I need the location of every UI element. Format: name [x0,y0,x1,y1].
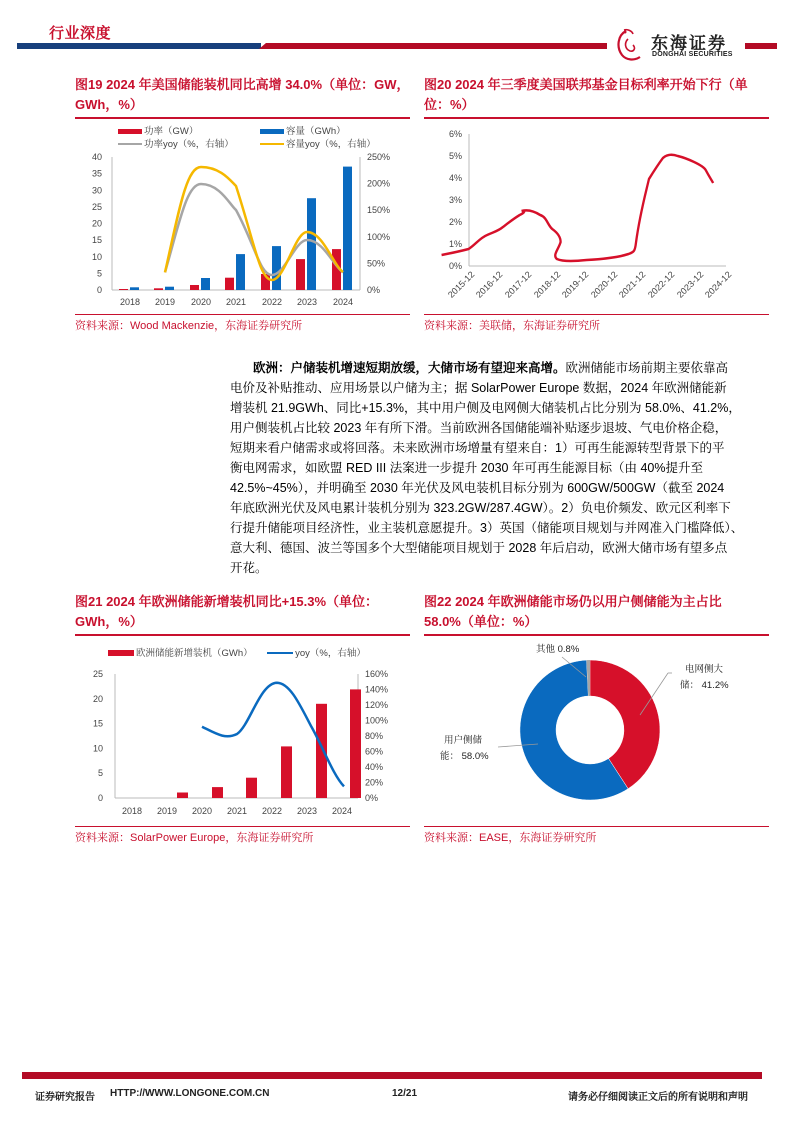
svg-text:30: 30 [91,185,102,196]
paragraph-line: 意大利、德国、波兰等国多个大型储能项目规划于 2028 年后启动，欧洲大储市场有望多点 [230,541,728,555]
legend-item-capacity: 容量（GWh） [260,123,346,137]
page-number: 12/21 [392,1088,418,1099]
fig22-source-rule [424,826,769,827]
logo-chinese: 东海证券 [651,34,727,53]
header-bar-red-right [745,43,777,49]
fig21-source: 资料来源：SolarPower Europe，东海证券研究所 [75,832,314,844]
dragon-logo-icon [612,27,648,63]
svg-text:2019: 2019 [154,297,176,307]
footer-disclaimer: 请务必仔细阅读正文后的所有说明和声明 [568,1092,748,1103]
svg-text:200%: 200% [367,178,391,189]
legend-swatch-gray [118,143,142,145]
paragraph-line: 42.5%~45%），并明确至 2030 年光伏及风电装机目标分别为 600GW/500GW（截至 2024 [230,481,725,495]
svg-text:1%: 1% [448,239,462,249]
paragraph-line: 电价及补贴推动、应用场景以户储为主；据 SolarPower Europe 数据，2024 年欧洲储能新 [230,381,727,395]
svg-text:25: 25 [91,201,102,212]
legend-swatch-blue [260,129,284,134]
fig20-title-line1: 图20 2024 年三季度美国联邦基金目标利率开始下行（单 [424,77,748,92]
paragraph-line: 增装机 21.9GWh、同比+15.3%，其中用户侧及电网侧大储装机占比分别为 58.0%、41.2%， [230,401,741,415]
label-user-line2: 能： 58.0% [440,751,489,762]
svg-text:2024: 2024 [331,806,353,816]
svg-text:160%: 160% [365,669,389,679]
svg-text:2017-12: 2017-12 [502,269,534,300]
body-paragraph [75,358,787,578]
fig21-bars [177,689,361,798]
svg-text:250%: 250% [367,152,391,162]
svg-text:5: 5 [96,268,102,279]
fig22-source: 资料来源：EASE，东海证券研究所 [424,832,597,844]
svg-text:10: 10 [91,251,102,262]
svg-text:2021: 2021 [225,297,247,307]
fig21-title-line1: 图21 2024 年欧洲储能新增装机同比+15.3%（单位： [75,594,379,609]
svg-text:20: 20 [91,218,102,229]
svg-text:120%: 120% [365,700,389,710]
fig21-title-rule [75,634,410,636]
fig20-chart [420,125,765,310]
label-other: 其他 0.8% [536,644,580,655]
svg-text:2%: 2% [448,217,462,227]
svg-text:2021-12: 2021-12 [616,269,648,300]
svg-text:0: 0 [96,285,102,295]
label-user-line1: 用户侧储 [444,735,483,746]
svg-text:2018: 2018 [119,297,141,307]
svg-text:0%: 0% [365,793,379,803]
svg-text:20: 20 [92,693,103,704]
svg-text:2016-12: 2016-12 [473,269,505,300]
legend-swatch-blue [267,652,293,654]
section-label: 行业深度 [49,25,112,42]
svg-text:5: 5 [97,768,103,779]
legend-item-power-yoy: 功率yoy（%，右轴） [118,136,234,150]
svg-text:2018-12: 2018-12 [531,269,563,300]
fig21-legend [108,643,408,661]
svg-text:25: 25 [92,669,103,679]
paragraph-line: 用户侧装机占比较 2023 年有所下滑。当前欧洲各国储能端补贴逐步退坡、气电价格企稳， [230,421,728,435]
fig19-title-rule [75,117,410,119]
fig21-title-line2: GWh，%） [75,614,143,629]
svg-text:40: 40 [91,152,102,162]
svg-text:150%: 150% [367,205,391,216]
svg-text:2023: 2023 [296,297,318,307]
fig22-caption [424,592,769,632]
svg-text:2022: 2022 [261,806,283,816]
label-grid-line2: 储： 41.2% [680,680,729,691]
svg-text:15: 15 [91,235,102,246]
fig19-chart [75,150,410,310]
svg-text:2022: 2022 [261,297,283,307]
paragraph-line: 开花。 [230,561,268,575]
svg-text:2019-12: 2019-12 [559,269,591,300]
svg-text:2018: 2018 [121,806,143,816]
fig20-title-rule [424,117,769,119]
svg-text:80%: 80% [365,731,384,741]
svg-text:0%: 0% [448,261,462,271]
paragraph-lead: 欧洲：户储装机增速短期放缓，大储市场有望迎来高增。 [253,361,566,375]
svg-text:2015-12: 2015-12 [445,269,477,300]
legend-item-power: 功率（GW） [118,123,198,137]
fig21-source-rule [75,826,410,827]
paragraph-line: 衡电网需求，如欧盟 RED III 法案进一步提升 2030 年可再生能源目标（由 40%提升至 [230,461,703,475]
footer-bar [22,1072,762,1079]
svg-text:2019: 2019 [156,806,178,816]
svg-text:2021: 2021 [226,806,248,816]
fig19-legend [118,123,408,149]
fig22-title-line1: 图22 2024 年欧洲储能市场仍以用户侧储能为主占比 [424,594,722,609]
svg-text:60%: 60% [365,746,384,757]
svg-text:2024-12: 2024-12 [702,269,734,300]
logo-english: DONGHAI SECURITIES [652,51,733,58]
svg-text:15: 15 [92,718,103,729]
header-bar-blue [17,43,261,49]
svg-text:100%: 100% [367,231,391,242]
svg-text:2020: 2020 [190,297,212,307]
svg-text:2023-12: 2023-12 [674,269,706,300]
svg-text:6%: 6% [448,129,462,139]
svg-text:4%: 4% [448,173,462,183]
fig20-title-line2: 位：%） [424,97,475,112]
svg-text:0%: 0% [367,285,381,295]
paragraph-line: 年底欧洲光伏及风电累计装机分别为 323.2GW/287.4GW）。2）负电价频发、欧元区利率下 [230,501,731,515]
label-grid-line1: 电网侧大 [685,664,724,675]
footer-report-label: 证券研究报告 [35,1092,95,1103]
legend-swatch-yellow [260,143,284,145]
fig19-source: 资料来源：Wood Mackenzie，东海证券研究所 [75,320,303,332]
fig21-chart [75,665,410,816]
fig20-caption [424,75,769,115]
svg-text:3%: 3% [448,195,462,205]
fig19-title-line2: GWh，%） [75,97,143,112]
svg-text:2023: 2023 [296,806,318,816]
svg-text:20%: 20% [365,777,384,788]
svg-text:2024: 2024 [332,297,354,307]
legend-item-capacity-yoy: 容量yoy（%，右轴） [260,136,376,150]
fig21-caption [75,592,410,632]
company-logo [612,27,745,63]
paragraph-line-1: 欧洲：户储装机增速短期放缓，大储市场有望迎来高增。欧洲储能市场前期主要依靠高 [253,361,729,375]
legend-item-yoy: yoy（%，右轴） [267,648,366,659]
svg-text:2020-12: 2020-12 [588,269,620,300]
legend-swatch-red [108,650,134,656]
svg-text:5%: 5% [448,151,462,161]
svg-text:50%: 50% [367,258,386,269]
fig19-title-line1: 图19 2024 年美国储能装机同比高增 34.0%（单位：GW， [75,77,410,92]
svg-text:2022-12: 2022-12 [645,269,677,300]
fig19-caption [75,75,410,115]
svg-text:10: 10 [92,743,103,754]
header-bar-red [259,43,607,49]
svg-text:35: 35 [91,168,102,179]
svg-text:0: 0 [97,793,103,803]
legend-swatch-red [118,129,142,134]
paragraph-line: 短期来看户储需求或将回落。未来欧洲市场增量有望来自：1）可再生能源转型背景下的平 [230,441,725,455]
fig20-source: 资料来源：美联储，东海证券研究所 [424,320,600,332]
svg-text:2020: 2020 [191,806,213,816]
svg-text:40%: 40% [365,762,384,772]
paragraph-line: 行提升储能项目经济性，业主装机意愿提升。3）英国（储能项目规划与并网准入门槛降低）、 [230,521,744,535]
fig19-source-rule [75,314,410,315]
legend-item-eu-installs: 欧洲储能新增装机（GWh） [108,648,253,659]
svg-text:140%: 140% [365,684,389,695]
fig20-source-rule [424,314,769,315]
footer-url-link[interactable]: HTTP://WWW.LONGONE.COM.CN [110,1088,270,1099]
svg-text:100%: 100% [365,715,389,726]
fig22-title-line2: 58.0%（单位：%） [424,614,538,629]
